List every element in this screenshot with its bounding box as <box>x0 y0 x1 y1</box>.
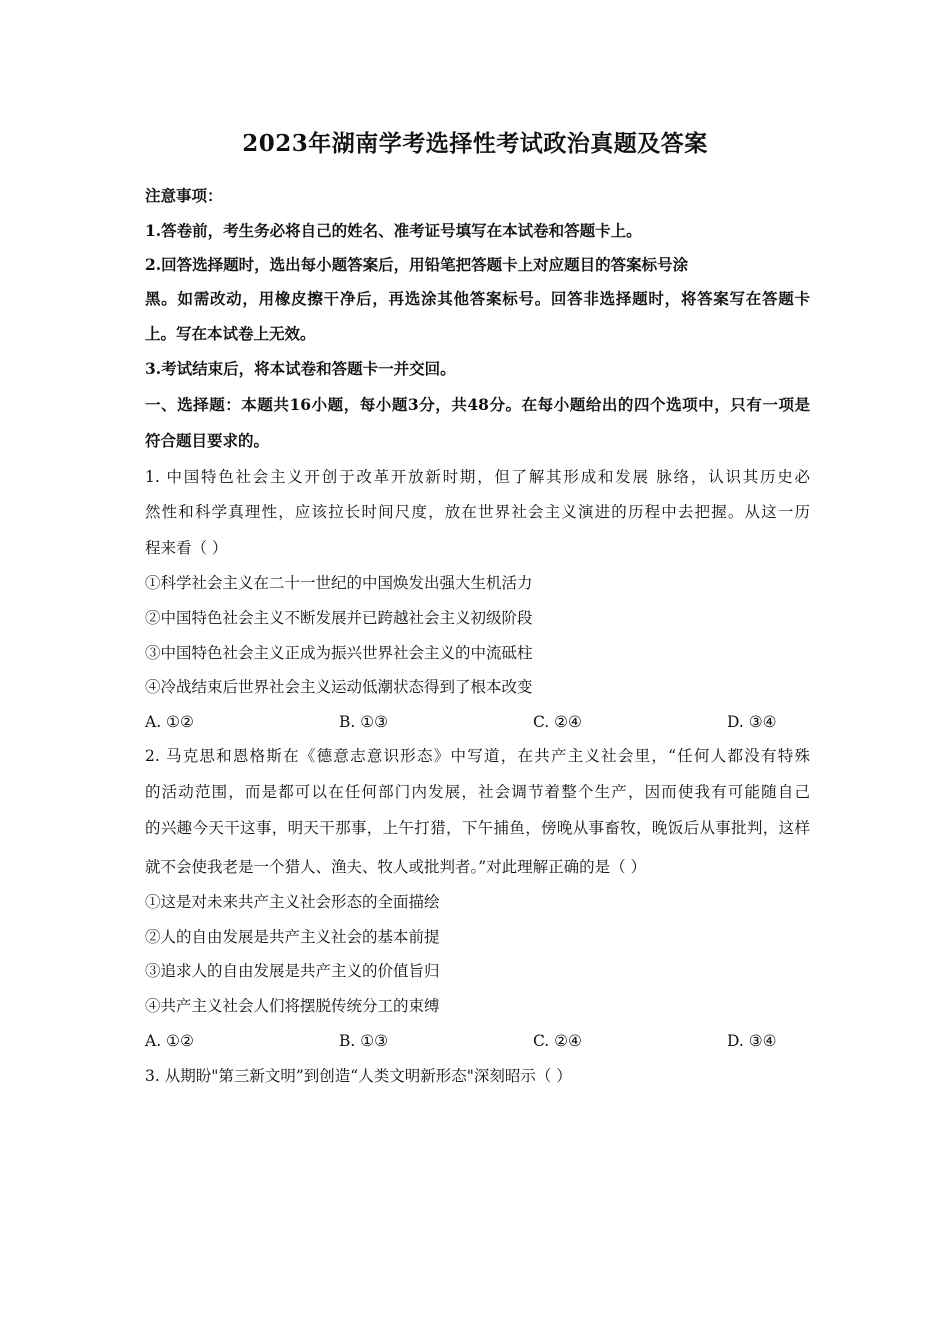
q1-options <box>145 712 810 732</box>
notice-item-3: 3.考试结束后，将本试卷和答题卡一并交回。 <box>145 359 456 378</box>
q2-options <box>145 1031 810 1051</box>
q2-option-c: C. ②④ <box>533 1032 582 1050</box>
q2-stem-line-1: 2. 马克思和恩格斯在《德意志意识形态》中写道，在共产主义社会里，“任何人都没有特殊 <box>145 747 810 765</box>
notice-item-1: 1.答卷前，考生务必将自己的姓名、准考证号填写在本试卷和答题卡上。 <box>145 221 642 240</box>
q1-stem-line-2: 然性和科学真理性，应该拉长时间尺度，放在世界社会主义演进的历程中去把握。从这一历 <box>145 503 810 521</box>
q1-statement-4: ④冷战结束后世界社会主义运动低潮状态得到了根本改变 <box>145 678 533 696</box>
notice-item-2-line-2: 黑。如需改动，用橡皮擦干净后，再选涂其他答案标号。回答非选择题时，将答案写在答题卡 <box>145 289 810 308</box>
q2-option-d: D. ③④ <box>727 1032 777 1050</box>
q2-statement-1: ①这是对未来共产主义社会形态的全面描绘 <box>145 893 440 911</box>
q1-option-a: A. ①② <box>145 713 194 731</box>
q1-stem-line-1: 1. 中国特色社会主义开创于改革开放新时期，但了解其形成和发展 脉络，认识其历史必 <box>145 468 810 486</box>
notice-heading: 注意事项： <box>145 186 223 205</box>
section-heading-line-1: 一、选择题：本题共16小题，每小题3分，共48分。在每小题给出的四个选项中，只有一项是 <box>145 395 810 414</box>
q2-option-a: A. ①② <box>145 1032 194 1050</box>
q2-statement-2: ②人的自由发展是共产主义社会的基本前提 <box>145 928 440 946</box>
q2-option-b: B. ①③ <box>339 1032 389 1050</box>
page-title: 2023年湖南学考选择性考试政治真题及答案 <box>242 130 708 157</box>
q1-stem-line-3: 程来看（ ） <box>145 539 228 557</box>
q1-statement-3: ③中国特色社会主义正成为振兴世界社会主义的中流砥柱 <box>145 644 533 662</box>
q1-statement-1: ①科学社会主义在二十一世纪的中国焕发出强大生机活力 <box>145 574 533 592</box>
q1-option-c: C. ②④ <box>533 713 582 731</box>
q1-option-b: B. ①③ <box>339 713 389 731</box>
notice-item-2-line-3: 上。写在本试卷上无效。 <box>145 324 316 343</box>
q2-statement-3: ③追求人的自由发展是共产主义的价值旨归 <box>145 962 440 980</box>
q3-stem-line-1: 3. 从期盼"第三新文明”到创造“人类文明新形态"深刻昭示（ ） <box>145 1067 572 1085</box>
notice-item-2-line-1: 2.回答选择题时，选出每小题答案后，用铅笔把答题卡上对应题目的答案标号涂 <box>145 255 689 274</box>
q2-stem-line-2: 的活动范围，而是都可以在任何部门内发展，社会调节着整个生产，因而使我有可能随自己 <box>145 783 810 801</box>
q2-stem-line-4: 就不会使我老是一个猎人、渔夫、牧人或批判者。”对此理解正确的是（ ） <box>145 858 647 876</box>
q2-statement-4: ④共产主义社会人们将摆脱传统分工的束缚 <box>145 997 440 1015</box>
q1-statement-2: ②中国特色社会主义不断发展并已跨越社会主义初级阶段 <box>145 609 533 627</box>
section-heading-line-2: 符合题目要求的。 <box>145 431 270 450</box>
q1-option-d: D. ③④ <box>727 713 777 731</box>
q2-stem-line-3: 的兴趣今天干这事，明天干那事，上午打猎，下午捕鱼，傍晚从事畜牧，晚饭后从事批判，这样 <box>145 819 810 837</box>
